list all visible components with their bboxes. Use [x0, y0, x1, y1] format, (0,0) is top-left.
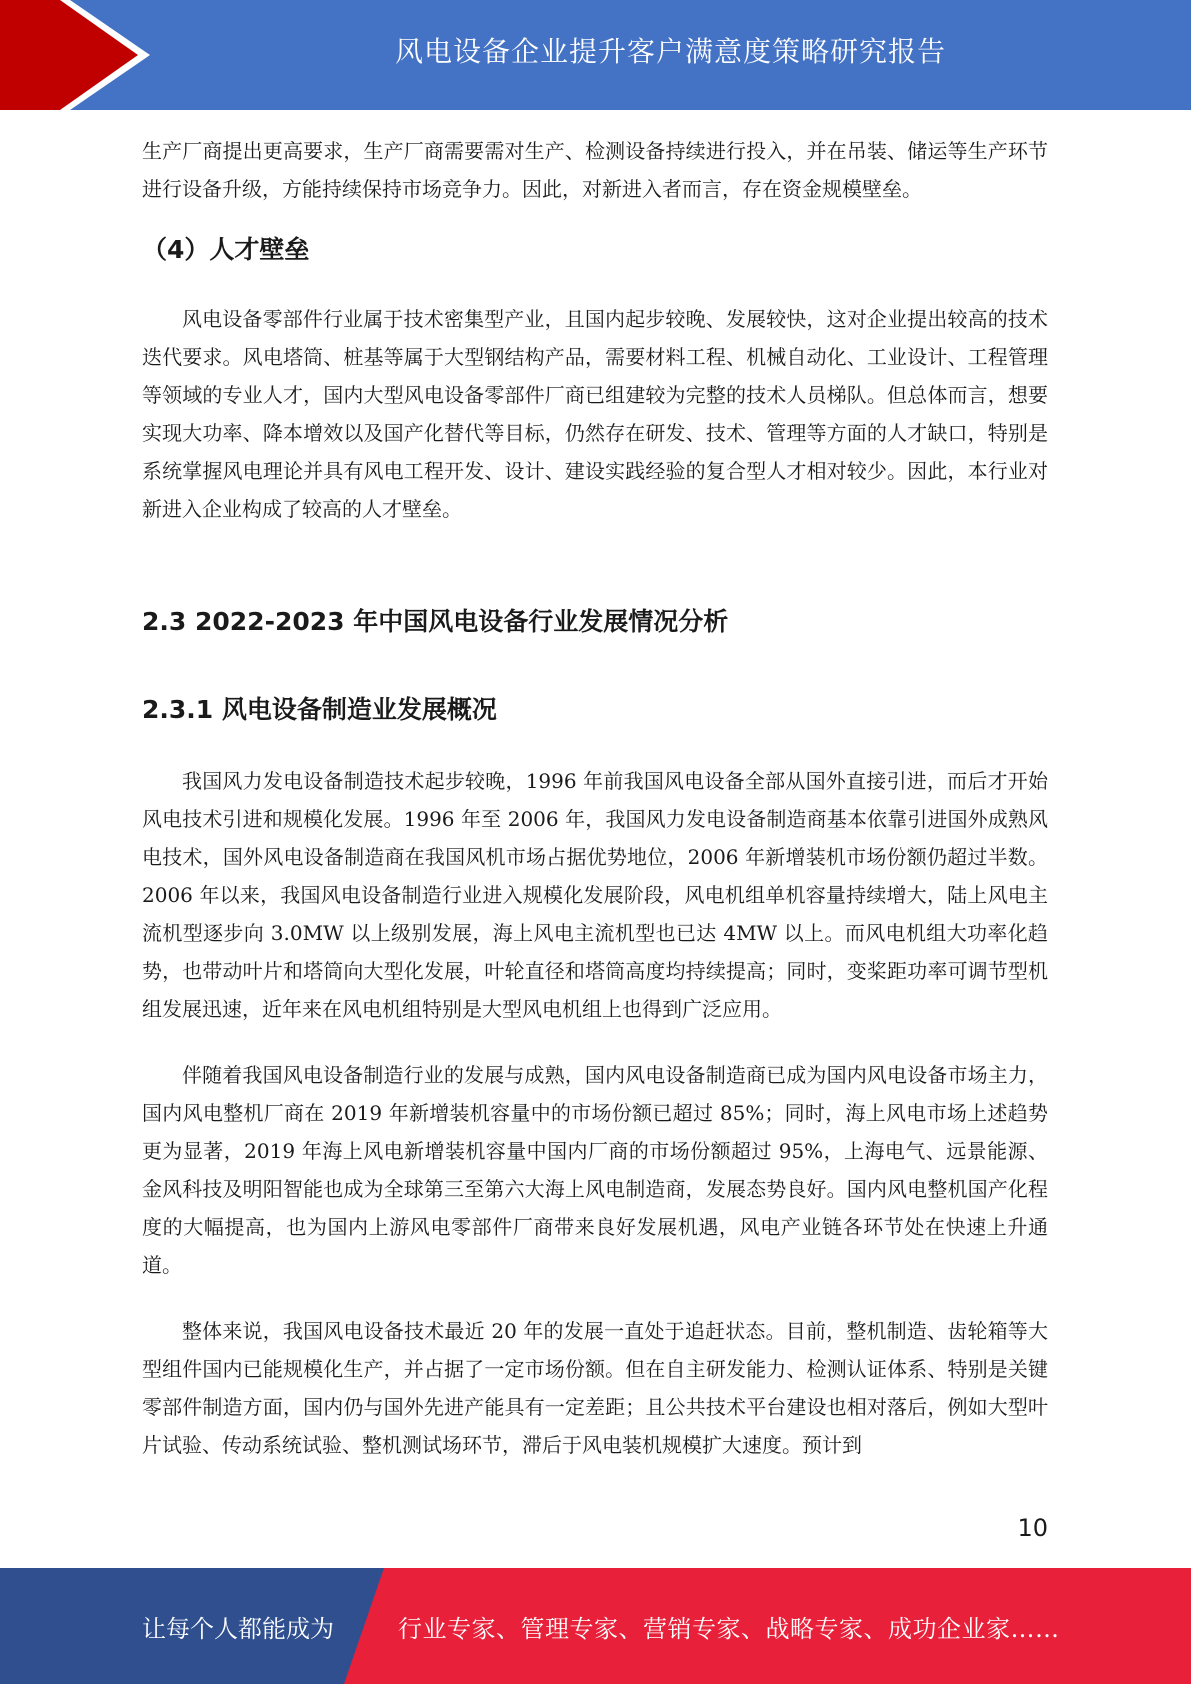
footer-slogan-right: 行业专家、管理专家、营销专家、战略专家、成功企业家…… — [398, 1614, 1060, 1643]
page-header — [0, 0, 1191, 110]
heading-section-2-3: 2.3 2022-2023 年中国风电设备行业发展情况分析 — [142, 607, 729, 636]
page-footer — [0, 1568, 1191, 1684]
footer-slogan-left: 让每个人都能成为 — [142, 1614, 334, 1643]
paragraph-overview-2: 伴随着我国风电设备制造行业的发展与成熟，国内风电设备制造商已成为国内风电设备市场主力，国内风电整机厂商在 2019 年新增装机容量中的市场份额已超过 85%；同时，海上风电市场上述趋势更为显著，2019 年海上风电新增装机容量中国内厂商的市场份额超过 95%，上海电气、远景能源、金风科技及明阳智能也成为全球第三至第六大海上风电制造商，发展态势良好。国内风电整机国产化程度的大幅提高，也为国内上游风电零部件厂商带来良好发展机遇，风电产业链各环节处在快速上升通道。 — [142, 1063, 1048, 1277]
paragraph-overview-3: 整体来说，我国风电设备技术最近 20 年的发展一直处于追赶状态。目前，整机制造、齿轮箱等大型组件国内已能规模化生产，并占据了一定市场份额。但在自主研发能力、检测认证体系、特别是关键零部件制造方面，国内仍与国外先进产能具有一定差距；且公共技术平台建设也相对落后，例如大型叶片试验、传动系统试验、整机测试场环节，滞后于风电装机规模扩大速度。预计到 — [142, 1319, 1048, 1457]
heading-talent-barrier: （4）人才壁垒 — [142, 235, 310, 264]
paragraph-talent-barrier: 风电设备零部件行业属于技术密集型产业，且国内起步较晚、发展较快，这对企业提出较高的技术迭代要求。风电塔筒、桩基等属于大型钢结构产品，需要材料工程、机械自动化、工业设计、工程管理等领域的专业人才，国内大型风电设备零部件厂商已组建较为完整的技术人员梯队。但总体而言，想要实现大功率、降本增效以及国产化替代等目标，仍然存在研发、技术、管理等方面的人才缺口，特别是系统掌握风电理论并具有风电工程开发、设计、建设实践经验的复合型人才相对较少。因此，本行业对新进入企业构成了较高的人才壁垒。 — [142, 307, 1048, 521]
report-title: 风电设备企业提升客户满意度策略研究报告 — [394, 35, 946, 68]
paragraph-intro: 生产厂商提出更高要求，生产厂商需要需对生产、检测设备持续进行投入，并在吊装、储运等生产环节进行设备升级，方能持续保持市场竞争力。因此，对新进入者而言，存在资金规模壁垒。 — [142, 139, 1048, 201]
heading-section-2-3-1: 2.3.1 风电设备制造业发展概况 — [142, 695, 497, 724]
paragraph-overview-1: 我国风力发电设备制造技术起步较晚，1996 年前我国风电设备全部从国外直接引进，而后才开始风电技术引进和规模化发展。1996 年至 2006 年，我国风力发电设备制造商基本依靠引进国外成熟风电技术，国外风电设备制造商在我国风机市场占据优势地位，2006 年新增装机市场份额仍超过半数。2006 年以来，我国风电设备制造行业进入规模化发展阶段，风电机组单机容量持续增大，陆上风电主流机型逐步向 3.0MW 以上级别发展，海上风电主流机型也已达 4MW 以上。而风电机组大功率化趋势，也带动叶片和塔筒向大型化发展，叶轮直径和塔筒高度均持续提高；同时，变桨距功率可调节型机组发展迅速，近年来在风电机组特别是大型风电机组上也得到广泛应用。 — [142, 769, 1048, 1021]
page-number: 10 — [1017, 1514, 1048, 1542]
document-body — [142, 132, 1048, 1464]
